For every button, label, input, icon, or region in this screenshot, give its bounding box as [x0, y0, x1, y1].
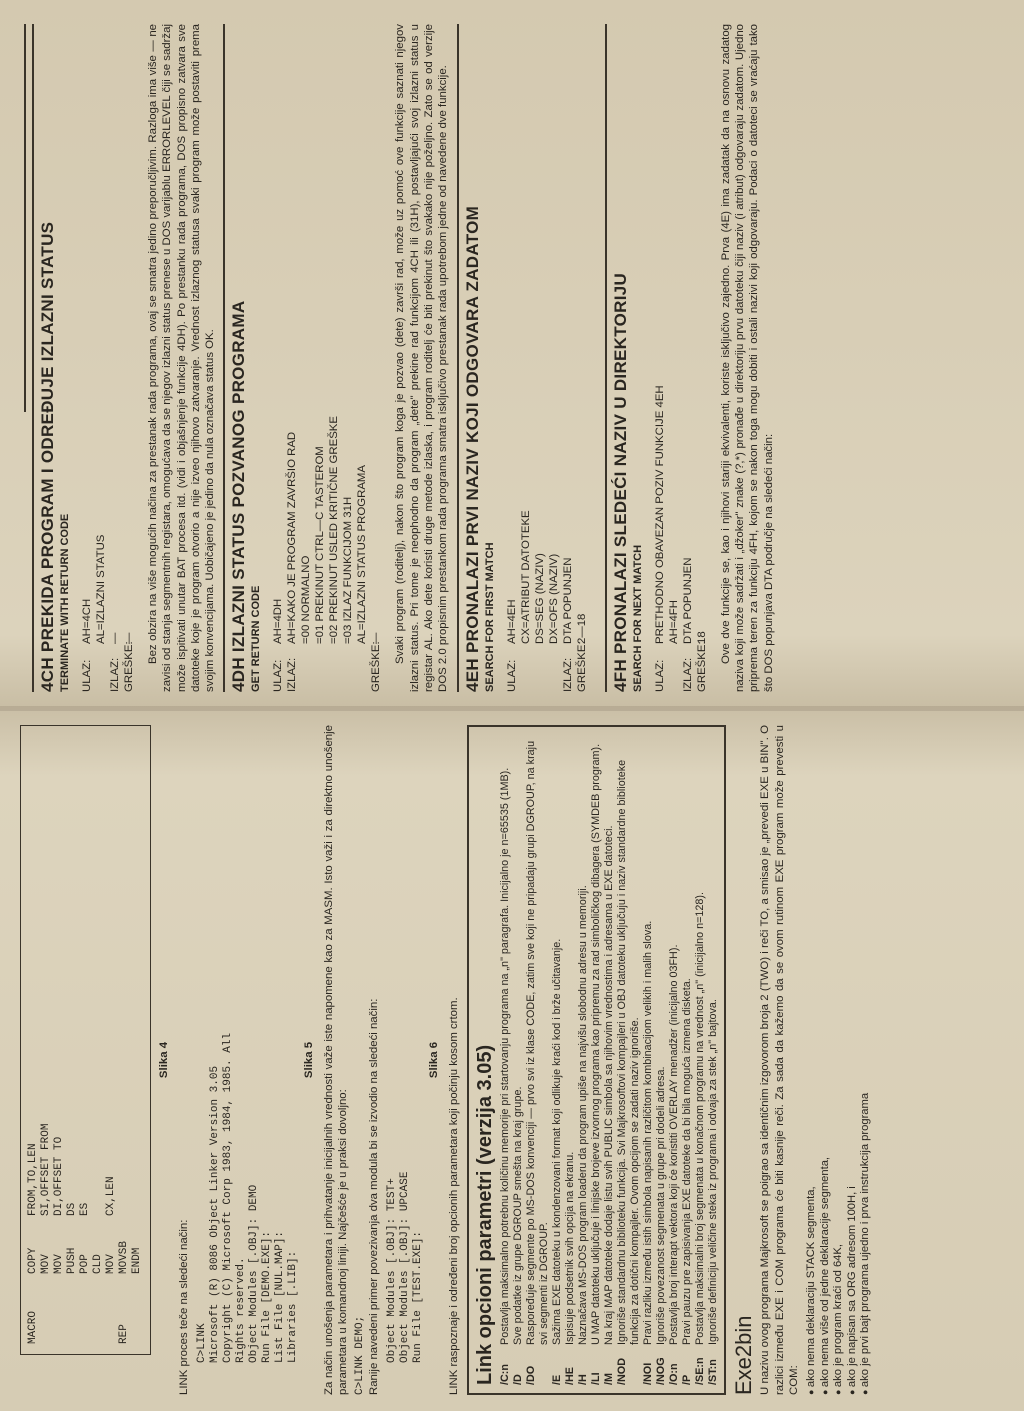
register-label [355, 644, 369, 692]
section-text-4fh: Ove dve funkcije se, kao i njihovi stariji ekvivalenti, koriste isključivo zajedno. Prva (4E) ima zadatak da na osnovu zadatog naziva koji može sadržati i „džoker" znake (?,*) pronađe u direktoriju prvu datoteku čiji naziv (i atribut) odgovaraju zadatom. Ujedno priprema teren za funkciju 4FH, kojom se nakon toga mogu dobiti i ostali nazivi koji odgovaraju. Podaci o datoteci se vraćaju tako što DOS popunjava DTA područje na sledeći način: [719, 24, 775, 692]
top-rule [24, 24, 26, 412]
macro-args [118, 1096, 131, 1216]
register-row [122, 24, 136, 692]
macro-args: SI,OFFSET FROM [40, 1123, 52, 1216]
section-subtitle-4fh: SEARCH FOR NEXT MATCH [631, 544, 644, 692]
register-label [94, 644, 108, 692]
register-label: IZLAZ: [561, 657, 574, 692]
register-row [327, 24, 341, 692]
section-subtitle-4ch: TERMINATE WITH RETURN CODE [59, 513, 71, 692]
register-label [327, 644, 341, 692]
macro-label: MACRO [27, 1310, 39, 1344]
register-row [575, 24, 589, 692]
macro-label: REP [118, 1324, 130, 1344]
register-row [313, 24, 327, 692]
link-session-listing [196, 725, 300, 1395]
macro-line [105, 736, 118, 1344]
macro-op: COPY [27, 1247, 39, 1274]
command-line: C>LINK DEMO; [354, 1315, 367, 1395]
option-row [564, 735, 577, 1385]
bullet-item: ● ako je prvi bajt programa ujedno i prva instrukcija programa [859, 725, 873, 1395]
bullet-item: ● ako nema više od jedne deklaracije segmenta, [819, 725, 833, 1395]
register-label: IZLAZ: [109, 657, 121, 692]
register-value: AH=4EH [505, 599, 518, 644]
option-description: U MAP datoteku uključuje i linijske brojeve izvornog programa kao pripremu za rad simboličkog dibagera (SYMDEB program). [590, 743, 603, 1345]
register-row [667, 24, 681, 692]
option-row [707, 735, 720, 1385]
session-line: List File [NUL.MAP]: [273, 1230, 286, 1363]
bullet-item: ● ako nema deklaraciju STACK segmenta, [805, 725, 819, 1395]
session-line: C>LINK [195, 1323, 208, 1363]
register-value: AH=KAKO JE PROGRAM ZAVRŠIO RAD [286, 431, 299, 644]
register-value: AL=IZLAZNI STATUS PROGRAMA [356, 464, 369, 644]
option-row [668, 735, 681, 1385]
macro-args: DS [66, 1202, 78, 1216]
option-description: Ignoriše definiciju veličine steka iz programa i odvaja za stek „n" bajtova. [707, 999, 720, 1345]
register-label [299, 644, 313, 692]
option-key: /LI [590, 1372, 603, 1385]
register-value: =02 PREKINUT USLED KRITIČNE GREŠKE [328, 416, 341, 644]
register-row [561, 24, 575, 692]
exe2bin-title: Exe2bin [731, 1315, 757, 1395]
registers-4fh [653, 24, 709, 692]
register-value: DS=SEG (NAZIV) [533, 553, 546, 644]
section-title-4eh: 4EH PRONALAZI PRVI NAZIV KOJI ODGOVARA ZADATOM [462, 205, 482, 692]
macro-op: MOV [40, 1254, 52, 1274]
paragraph-example: Ranije navedeni primer povezivanja dva modula bi se izvodio na sledeći način: [368, 998, 381, 1395]
registers-4eh [505, 24, 589, 692]
option-row [642, 735, 655, 1385]
section-title-4fh: 4FH PRONALAZI SLEDEĆI NAZIV U DIREKTORIJU [610, 272, 630, 692]
register-label: GREŠKE: [695, 641, 708, 692]
register-value: DTA POPUNJEN [561, 557, 574, 644]
register-value: 18 [695, 631, 708, 644]
register-row [519, 24, 533, 692]
macro-args: CX,LEN [105, 1176, 117, 1216]
macro-op: MOVSB [118, 1240, 130, 1274]
option-row [616, 735, 642, 1385]
option-key: /P [681, 1374, 694, 1385]
register-label [341, 644, 355, 692]
register-value: =03 IZLAZ FUNKCIJOM 31H [342, 496, 355, 644]
option-description: Ignoriše standardnu biblioteku funkcija. Svi Majkrosoftovi kompajleri u OBJ datoteku uključuju i naziv standardne biblioteke funkcija za dotični kompajler. Ovom opcijom se zadati naziv ignoriše. [616, 759, 642, 1345]
register-label [313, 644, 327, 692]
macro-op: MOV [53, 1254, 65, 1274]
macro-op: PUSH [66, 1247, 78, 1274]
option-key: /ST:n [707, 1359, 720, 1385]
register-value: — [109, 632, 121, 644]
option-description: Ignoriše povezanost segmenata u grupe pri dodeli adresa. [655, 1066, 668, 1345]
option-row [499, 735, 512, 1385]
option-description: Postavlja broj interapt vektora koji će koristiti OVERLAY menadžer (inicijalno 03FH). [668, 944, 681, 1345]
register-row [271, 24, 285, 692]
section-text-4dh: Svaki program (roditelj), nakon što program koga je pozvao (dete) završi rad, može uz pomoć ove funkcije saznati njegov izlazni status. Pri tome je neophodno da program „dete" prekine rad funkcijom 4CH ili (31H), postavljajući svoj izlazni status u registar AL. Ako dete koristi druge metode izlaska, i program roditelj će biti prekinut što svakako nije poželjno. Zato se od verzije DOS 2.0 propisnim prestankom rada programa smatra isključivo prestanak rada upotrebom jedne od navedene dve funkcije. [394, 24, 450, 692]
session-line: Object Modules [.OBJ]: UPCASE [398, 1171, 411, 1363]
option-key: /H [577, 1374, 590, 1385]
option-key: /DO [525, 1365, 538, 1385]
register-row [94, 24, 108, 692]
option-key: /D [512, 1374, 525, 1385]
section-rule-4fh [605, 24, 607, 692]
register-value: =01 PREKINUT CTRL—C TASTEROM [314, 446, 327, 644]
register-value: DX=OFS (NAZIV) [547, 553, 560, 644]
macro-line [92, 736, 105, 1344]
session-line: Run File [DEMO.EXE]: [260, 1230, 273, 1363]
options-box [467, 725, 726, 1395]
macro-line [66, 736, 79, 1344]
options-list [499, 735, 720, 1385]
session-line: Microsoft (R) 8086 Object Linker Version 3.05 [208, 1065, 221, 1363]
exe2bin-paragraph: U nazivu ovog programa Majkrosoft se poigrao sa identičnim izgovorom broja 2 (TWO) i reči TO, a smisao je „prevedi EXE u BIN". O razlici između EXE i COM programa će biti kasnije reči. Za sada da kažemo da se ovom rutinom EXE program može prevesti u COM: [759, 725, 800, 1395]
register-value: — [370, 632, 383, 644]
register-label: GREŠKE: [575, 641, 588, 692]
option-description: Postavlja maksimalni broj segmenata u konačnom programu na vrednost „n" (inicijalno n=128). [694, 891, 707, 1345]
macro-line [27, 736, 40, 1344]
register-row [547, 24, 561, 692]
register-label: IZLAZ: [681, 657, 694, 692]
option-key: /SE:n [694, 1357, 707, 1385]
macro-label [79, 1274, 92, 1344]
macro-op: POP [79, 1254, 91, 1274]
option-description: Pravi razliku između istih simbola napisanih različitom kombinacijom velikih i malih slova. [642, 920, 655, 1345]
option-row [512, 735, 525, 1385]
option-key: /C:n [499, 1364, 512, 1385]
option-description: Sve podatke iz grupe DGROUP smešta na kraj grupe. [512, 1086, 525, 1345]
register-label [533, 644, 547, 692]
option-key: /M [603, 1373, 616, 1385]
section-rule-4ch [32, 24, 34, 692]
register-row [341, 24, 355, 692]
option-key: /NOI [642, 1362, 655, 1385]
register-label: GREŠKE: [123, 641, 135, 692]
macro-line [40, 736, 53, 1344]
section-title-4ch: 4CH PREKIDA PROGRAM I ODREĐUJE IZLAZNI STATUS [38, 221, 57, 692]
figure-caption-5: Slika 5 [302, 1041, 315, 1079]
macro-label [53, 1274, 66, 1344]
option-row [525, 735, 551, 1385]
register-row [695, 24, 709, 692]
macro-label [131, 1274, 144, 1344]
macro-line [79, 736, 92, 1344]
section-text-4ch: Bez obzira na više mogućih načina za prestanak rada programa, ovaj se smatra jedino preporučljivim. Razloga ima više — ne zavisi od stanja segmentnih registara, omogućava da se njegov izlazni status prenese u DOS varijablu ERRORLEVEL čiji se sadržaj može ispitivati unutar BAT procesa itd. (vidi i objašnjenje funkcije 4DH). Po prestanku rada programa, DOS propisno zatvara sve datoteke koje je program otvorio a nije izveo njihovo zatvaranje. Vrednost izlaznog statusa svaki program može postaviti prema svojim konvencijama. Uobičajeno je jedino da nula označava status OK. [147, 24, 217, 692]
register-value: DTA POPUNJEN [681, 557, 694, 644]
option-row [603, 735, 616, 1385]
macro-listing-box [20, 725, 151, 1355]
paragraph-params: Za način unošenja parametara i prihvatanje inicijalnih vrednosti važe iste napomene kao za MASM. Isto važi i za direktno unošenje parametara u komandnoj liniji. Najčešće je u praksi dovoljno: [322, 725, 350, 1395]
paragraph-options: LINK raspoznaje i određeni broj opcionih parametara koji počinju kosom crtom. [448, 997, 461, 1395]
register-row [369, 24, 383, 692]
option-row [655, 735, 668, 1385]
section-rule-4dh [223, 24, 225, 692]
options-title: Link opcioni parametri (verzija 3.05) [474, 1044, 497, 1385]
macro-args [92, 1096, 105, 1216]
bullet-item: ● ako je program kraći od 64K, [832, 725, 846, 1395]
macro-line [131, 736, 144, 1344]
registers-4dh [271, 24, 383, 692]
register-label: ULAZ: [81, 659, 93, 692]
option-row [577, 735, 590, 1385]
session-line: Rights reserved. [234, 1257, 247, 1363]
register-row [533, 24, 547, 692]
option-description: Raspoređuje segmente po MS-DOS konvenciji — prvo svi iz klase CODE, zatim sve koji ne pripadaju grupi DGROUP, na kraju svi segmenti iz DGROUP. [525, 740, 551, 1345]
macro-line [53, 736, 66, 1344]
section-rule-4eh [457, 24, 459, 692]
option-description: Postavlja maksimalno potrebnu količinu memorije pri startovanju programa na „n" paragrafa. Inicijalno je n=65535 (1MB). [499, 767, 512, 1345]
section-subtitle-4eh: SEARCH FOR FIRST MATCH [483, 542, 496, 692]
register-label: ULAZ: [653, 659, 666, 692]
option-description: Na kraj MAP datoteke dodaje listu svih PUBLIC simbola sa njihovim vrednostima i adresama u EXE datoteci. [603, 825, 616, 1345]
option-key: /HE [564, 1367, 577, 1385]
register-label: ULAZ: [505, 659, 518, 692]
macro-label [40, 1274, 53, 1344]
link-session-2-listing [386, 725, 425, 1395]
registers-4ch [80, 24, 136, 692]
option-description: Naznačava MS-DOS program loaderu da program upiše na najvišu slobodnu adresu u memoriji. [577, 885, 590, 1345]
register-value: AH=4FH [667, 600, 680, 644]
register-row [108, 24, 122, 692]
register-value: AL=IZLAZNI STATUS [95, 534, 107, 644]
register-label [547, 644, 561, 692]
macro-label [92, 1274, 105, 1344]
register-value: AH=4DH [272, 598, 285, 644]
register-value: =00 NORMALNO [300, 555, 313, 644]
register-row [285, 24, 299, 692]
register-row [80, 24, 94, 692]
register-label [519, 644, 533, 692]
section-title-4dh: 4DH IZLAZNI STATUS POZVANOG PROGRAMA [229, 300, 249, 692]
macro-args: DI,OFFSET TO [53, 1136, 65, 1216]
macro-args: FROM,TO,LEN [27, 1143, 39, 1216]
macro-label [105, 1274, 118, 1344]
macro-label [66, 1274, 79, 1344]
register-value: 2—18 [575, 613, 588, 644]
option-row [681, 735, 694, 1385]
option-key: /E [551, 1374, 564, 1385]
register-row [653, 24, 667, 692]
left-column [0, 711, 1024, 1411]
register-value: CX=ATRIBUT DATOTEKE [519, 510, 532, 644]
option-key: /NOG [655, 1357, 668, 1385]
link-intro-text: LINK proces teče na sledeći način: [178, 1219, 191, 1395]
session-line: Run File [TEST.EXE]: [411, 1230, 424, 1363]
session-line: Libraries [.LIB]: [286, 1250, 299, 1363]
register-row [355, 24, 369, 692]
macro-args [131, 1096, 144, 1216]
macro-op: ENDM [131, 1247, 143, 1274]
macro-line [118, 736, 131, 1344]
register-value: AH=4CH [81, 598, 93, 644]
option-row [551, 735, 564, 1385]
register-row [681, 24, 695, 692]
bullet-item: ● ako je napisan sa ORG adresom 100H, i [846, 725, 860, 1395]
option-description: Ispisuje podsetnik svih opcija na ekranu. [564, 1151, 577, 1345]
register-value: — [123, 632, 135, 644]
option-key: /NOD [616, 1358, 629, 1385]
option-description: Sažima EXE datoteku u kondenzovani format koji odlikuje kraći kod i brže učitavanje. [551, 938, 564, 1345]
session-line: Copyright (C) Microsoft Corp 1983, 1984, 1985. All [221, 1032, 234, 1363]
section-subtitle-4dh: GET RETURN CODE [250, 585, 263, 692]
register-row [299, 24, 313, 692]
register-label: IZLAZ: [286, 657, 299, 692]
option-row [694, 735, 707, 1385]
session-line: Object Modules [.OBJ]: TEST+ [385, 1178, 398, 1363]
exe2bin-bullets [805, 725, 873, 1395]
option-row [590, 735, 603, 1385]
figure-caption-6: Slika 6 [427, 1041, 440, 1079]
option-key: /O:n [668, 1363, 681, 1385]
option-description: Pravi pauzu pre zapisivanja EXE datoteke da bi bila moguća izmena disketa. [681, 978, 694, 1345]
register-label: ULAZ: [272, 659, 285, 692]
register-label [667, 644, 681, 692]
macro-op: CLD [92, 1254, 104, 1274]
session-line: Object Modules [.OBJ]: DEMO [247, 1184, 260, 1363]
macro-op: MOV [105, 1254, 117, 1274]
macro-args: ES [79, 1202, 91, 1216]
register-label: GREŠKE: [370, 641, 383, 692]
register-value: PRETHODNO OBAVEZAN POZIV FUNKCIJE 4EH [653, 385, 666, 644]
figure-caption-4: Slika 4 [158, 1041, 170, 1079]
register-row [505, 24, 519, 692]
